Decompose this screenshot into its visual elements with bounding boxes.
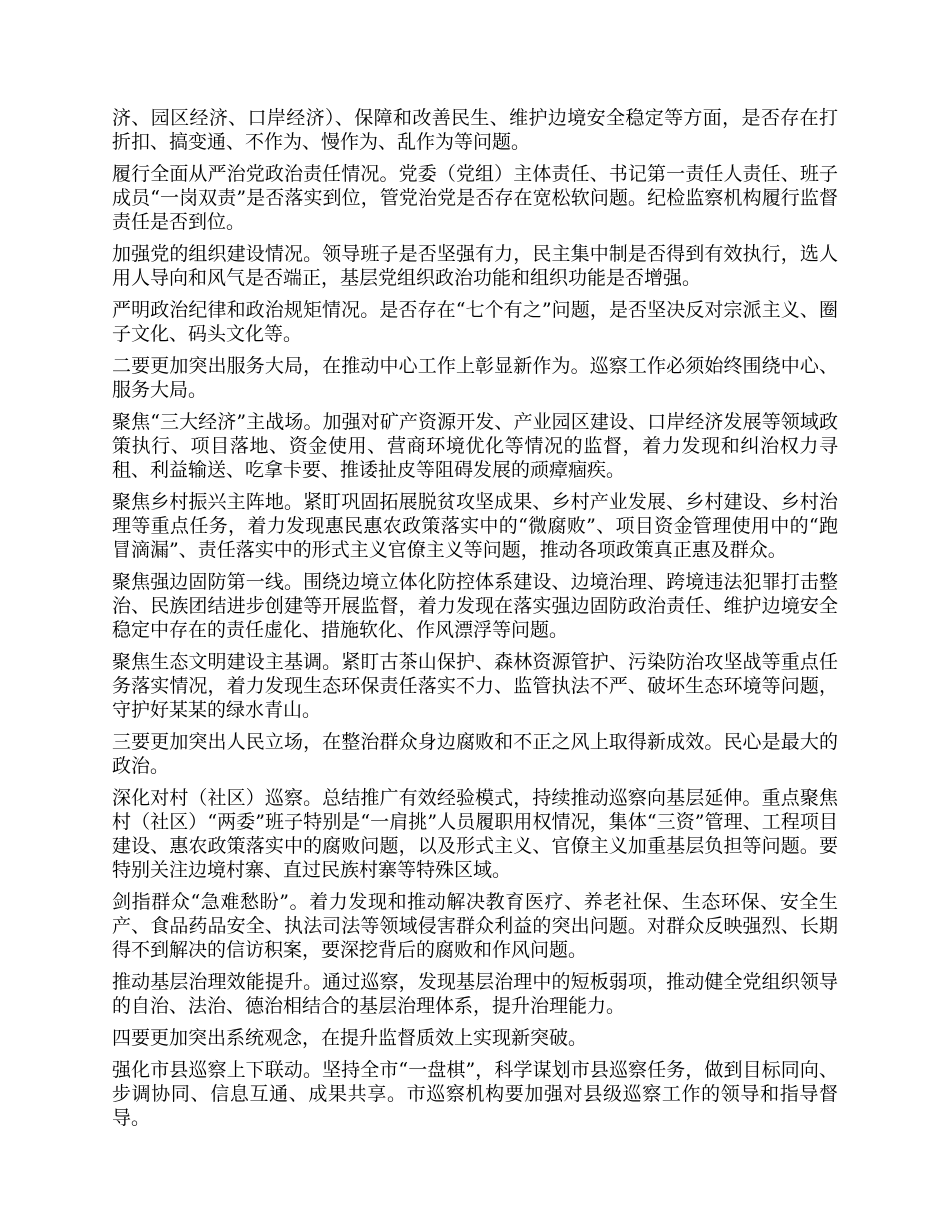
paragraph: 强化市县巡察上下联动。坚持全市“一盘棋”，科学谋划市县巡察任务，做到目标同向、步调协同、信息互通、成果共享。市巡察机构要加强对县级巡察工作的领导和指导督导。 bbox=[112, 1059, 838, 1129]
paragraph: 深化对村（社区）巡察。总结推广有效经验模式，持续推动巡察向基层延伸。重点聚焦村（社区）“两委”班子特别是“一肩挑”人员履职用权情况，集体“三资”管理、工程项目建设、惠农政策落实中的腐败问题，以及形式主义、官僚主义加重基层负担等问题。要特别关注边境村寨、直过民族村寨等特殊区域。 bbox=[112, 787, 838, 881]
paragraph: 聚焦生态文明建设主基调。紧盯古茶山保护、森林资源管护、污染防治攻坚战等重点任务落实情况，着力发现生态环保责任落实不力、监管执法不严、破坏生态环境等问题，守护好某某的绿水青山。 bbox=[112, 651, 838, 721]
paragraph: 济、园区经济、口岸经济）、保障和改善民生、维护边境安全稳定等方面，是否存在打折扣、搞变通、不作为、慢作为、乱作为等问题。 bbox=[112, 107, 838, 153]
paragraph: 聚焦“三大经济”主战场。加强对矿产资源开发、产业园区建设、口岸经济发展等领域政策执行、项目落地、资金使用、营商环境优化等情况的监督，着力发现和纠治权力寻租、利益输送、吃拿卡要、推诿扯皮等阻碍发展的顽瘴痼疾。 bbox=[112, 411, 838, 481]
paragraph: 履行全面从严治党政治责任情况。党委（党组）主体责任、书记第一责任人责任、班子成员“一岗双责”是否落实到位，管党治党是否存在宽松软问题。纪检监察机构履行监督责任是否到位。 bbox=[112, 163, 838, 233]
paragraph: 聚焦强边固防第一线。围绕边境立体化防控体系建设、边境治理、跨境违法犯罪打击整治、民族团结进步创建等开展监督，着力发现在落实强边固防政治责任、维护边境安全稳定中存在的责任虚化、措施软化、作风漂浮等问题。 bbox=[112, 571, 838, 641]
paragraph: 二要更加突出服务大局，在推动中心工作上彰显新作为。巡察工作必须始终围绕中心、服务大局。 bbox=[112, 355, 838, 401]
paragraph: 剑指群众“急难愁盼”。着力发现和推动解决教育医疗、养老社保、生态环保、安全生产、食品药品安全、执法司法等领域侵害群众利益的突出问题。对群众反映强烈、长期得不到解决的信访积案，要深挖背后的腐败和作风问题。 bbox=[112, 891, 838, 961]
paragraph: 加强党的组织建设情况。领导班子是否坚强有力，民主集中制是否得到有效执行，选人用人导向和风气是否端正，基层党组织政治功能和组织功能是否增强。 bbox=[112, 243, 838, 289]
paragraph: 推动基层治理效能提升。通过巡察，发现基层治理中的短板弱项，推动健全党组织领导的自治、法治、德治相结合的基层治理体系，提升治理能力。 bbox=[112, 971, 838, 1017]
document-body bbox=[112, 106, 838, 1130]
paragraph: 聚焦乡村振兴主阵地。紧盯巩固拓展脱贫攻坚成果、乡村产业发展、乡村建设、乡村治理等重点任务，着力发现惠民惠农政策落实中的“微腐败”、项目资金管理使用中的“跑冒滴漏”、责任落实中的形式主义官僚主义等问题，推动各项政策真正惠及群众。 bbox=[112, 491, 838, 561]
paragraph: 三要更加突出人民立场，在整治群众身边腐败和不正之风上取得新成效。民心是最大的政治。 bbox=[112, 731, 838, 777]
paragraph: 严明政治纪律和政治规矩情况。是否存在“七个有之”问题，是否坚决反对宗派主义、圈子文化、码头文化等。 bbox=[112, 299, 838, 345]
paragraph: 四要更加突出系统观念，在提升监督质效上实现新突破。 bbox=[112, 1027, 588, 1049]
